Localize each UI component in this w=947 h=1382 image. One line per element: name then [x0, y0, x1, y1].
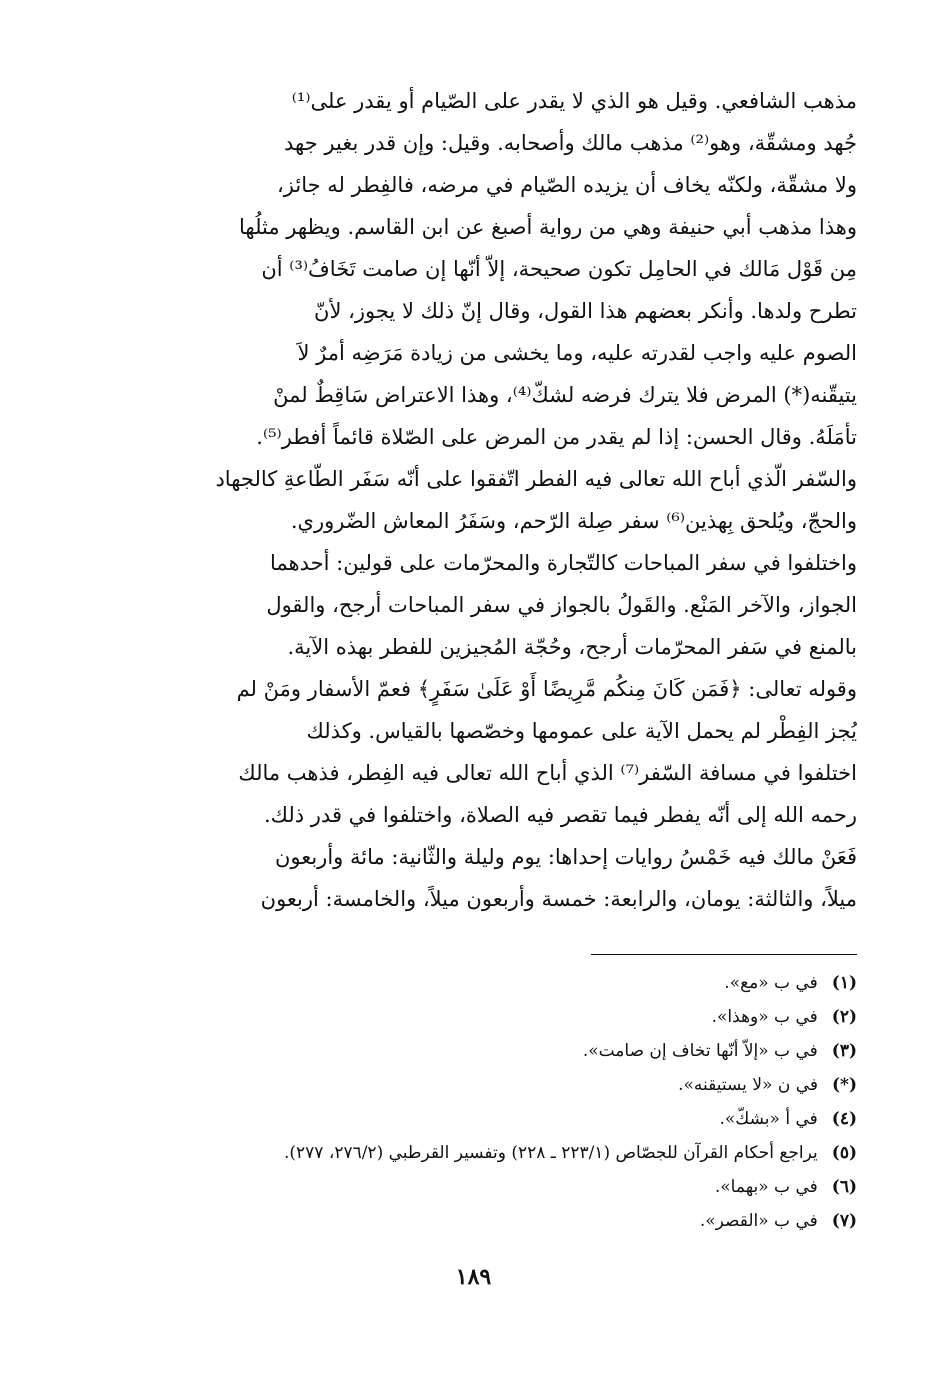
footnote-text: في ب «بهما». — [714, 1177, 818, 1197]
body-line: رحمه الله إلى أنّه يفطر فيما تقصر فيه الصلاة، واختلفوا في قدر ذلك. — [263, 803, 857, 827]
body-line: مِن قَوْل مَالك في الحامِل تكون صحيحة، إلاّ أنّها إن صامت تَخَافُ⁽³⁾ أن — [261, 257, 857, 281]
body-line: والسّفر الّذي أباح الله تعالى فيه الفطر اتّفقوا على أنّه سَفَر الطّاعةِ كالجهاد — [215, 467, 857, 491]
footnote-number: (٢) — [831, 1007, 857, 1027]
footnote-number: (*) — [832, 1075, 857, 1095]
footnote-separator — [591, 954, 857, 955]
footnote-text: في ن «لا يستيقنه». — [678, 1075, 819, 1095]
footnote-text: في ب «وهذا». — [711, 1007, 818, 1027]
footnote — [97, 1170, 857, 1204]
body-line: ميلاً، والثالثة: يومان، والرابعة: خمسة وأربعون ميلاً، والخامسة: أربعون — [260, 887, 857, 911]
footnotes — [97, 966, 857, 1238]
body-line: واختلفوا في سفر المباحات كالتّجارة والمحرّمات على قولين: أحدهما — [270, 551, 857, 575]
body-line: الجواز، والآخر المَنْع. والقَولُ بالجواز في سفر المباحات أرجح، والقول — [266, 593, 857, 617]
body-line: اختلفوا في مسافة السّفر⁽⁷⁾ الذي أباح الله تعالى فيه الفِطر، فذهب مالك — [238, 761, 857, 785]
body-line: يُجز الفِطْر لم يحمل الآية على عمومها وخصّصها بالقياس. وكذلك — [306, 719, 857, 743]
body-line: ولا مشقّة، ولكنّه يخاف أن يزيده الصّيام في مرضه، فالفِطر له جائز، — [277, 173, 857, 197]
footnote-text: في ب «القصر». — [699, 1211, 818, 1231]
footnote — [97, 1102, 857, 1136]
page-number: ١٨٩ — [455, 1264, 492, 1290]
footnote — [97, 966, 857, 1000]
footnote-number: (١) — [831, 973, 857, 993]
body-line: وهذا مذهب أبي حنيفة وهي من رواية أصبغ عن ابن القاسم. ويظهر مثلُها — [239, 215, 857, 239]
footnote-number: (٦) — [831, 1177, 857, 1197]
footnote-text: في ب «إلاّ أنّها تخاف إن صامت». — [582, 1041, 818, 1061]
footnote-number: (٣) — [831, 1041, 857, 1061]
body-line: فَعَنْ مالك فيه خَمْسُ روايات إحداها: يوم وليلة والثّانية: مائة وأربعون — [274, 845, 857, 869]
body-line: والحجّ، ويُلحق بِهذين⁽⁶⁾ سفر صِلة الرّحم، وسَفَرُ المعاش الضّروري. — [290, 509, 857, 533]
footnote-number: (٥) — [831, 1143, 857, 1163]
footnote-text: في ب «مع». — [724, 973, 818, 993]
body-line: يتيقّنه(*) المرض فلا يترك فرضه لشكّ⁽⁴⁾، وهذا الاعتراض سَاقِطٌ لمنْ — [273, 383, 857, 407]
footnote-number: (٤) — [831, 1109, 857, 1129]
body-text — [102, 80, 857, 920]
footnote — [97, 1068, 857, 1102]
footnote-text: يراجع أحكام القرآن للجصّاص (٢٢٣/١ ـ ٢٢٨) وتفسير القرطبي (٢٧٦/٢، ٢٧٧). — [283, 1143, 818, 1163]
body-line: مذهب الشافعي. وقيل هو الذي لا يقدر على الصّيام أو يقدر على⁽¹⁾ — [291, 89, 857, 113]
body-line: تأمَلَهُ. وقال الحسن: إذا لم يقدر من المرض على الصّلاة قائماً أفطر⁽⁵⁾. — [256, 425, 857, 449]
footnote — [97, 1000, 857, 1034]
body-line: بالمنع في سَفر المحرّمات أرجح، وحُجّة المُجيزين للفطر بهذه الآية. — [287, 635, 857, 659]
footnote-number: (٧) — [831, 1211, 857, 1231]
body-line: الصوم عليه واجب لقدرته عليه، وما يخشى من زيادة مَرَضِه أمرٌ لاَ — [297, 341, 857, 365]
footnote-text: في أ «بشكّ». — [719, 1109, 818, 1129]
body-line: وقوله تعالى: ﴿فَمَن كَانَ مِنكُم مَّرِيضًا أَوْ عَلَىٰ سَفَرٍ﴾ فعمّ الأسفار ومَنْ لم — [236, 677, 857, 701]
footnote — [97, 1136, 857, 1170]
body-line: جُهد ومشقّة، وهو⁽²⁾ مذهب مالك وأصحابه. وقيل: وإن قدر بغير جهد — [284, 131, 857, 155]
body-line: تطرح ولدها. وأنكر بعضهم هذا القول، وقال إنّ ذلك لا يجوز، لأنّ — [314, 299, 857, 323]
footnote — [97, 1204, 857, 1238]
footnote — [97, 1034, 857, 1068]
